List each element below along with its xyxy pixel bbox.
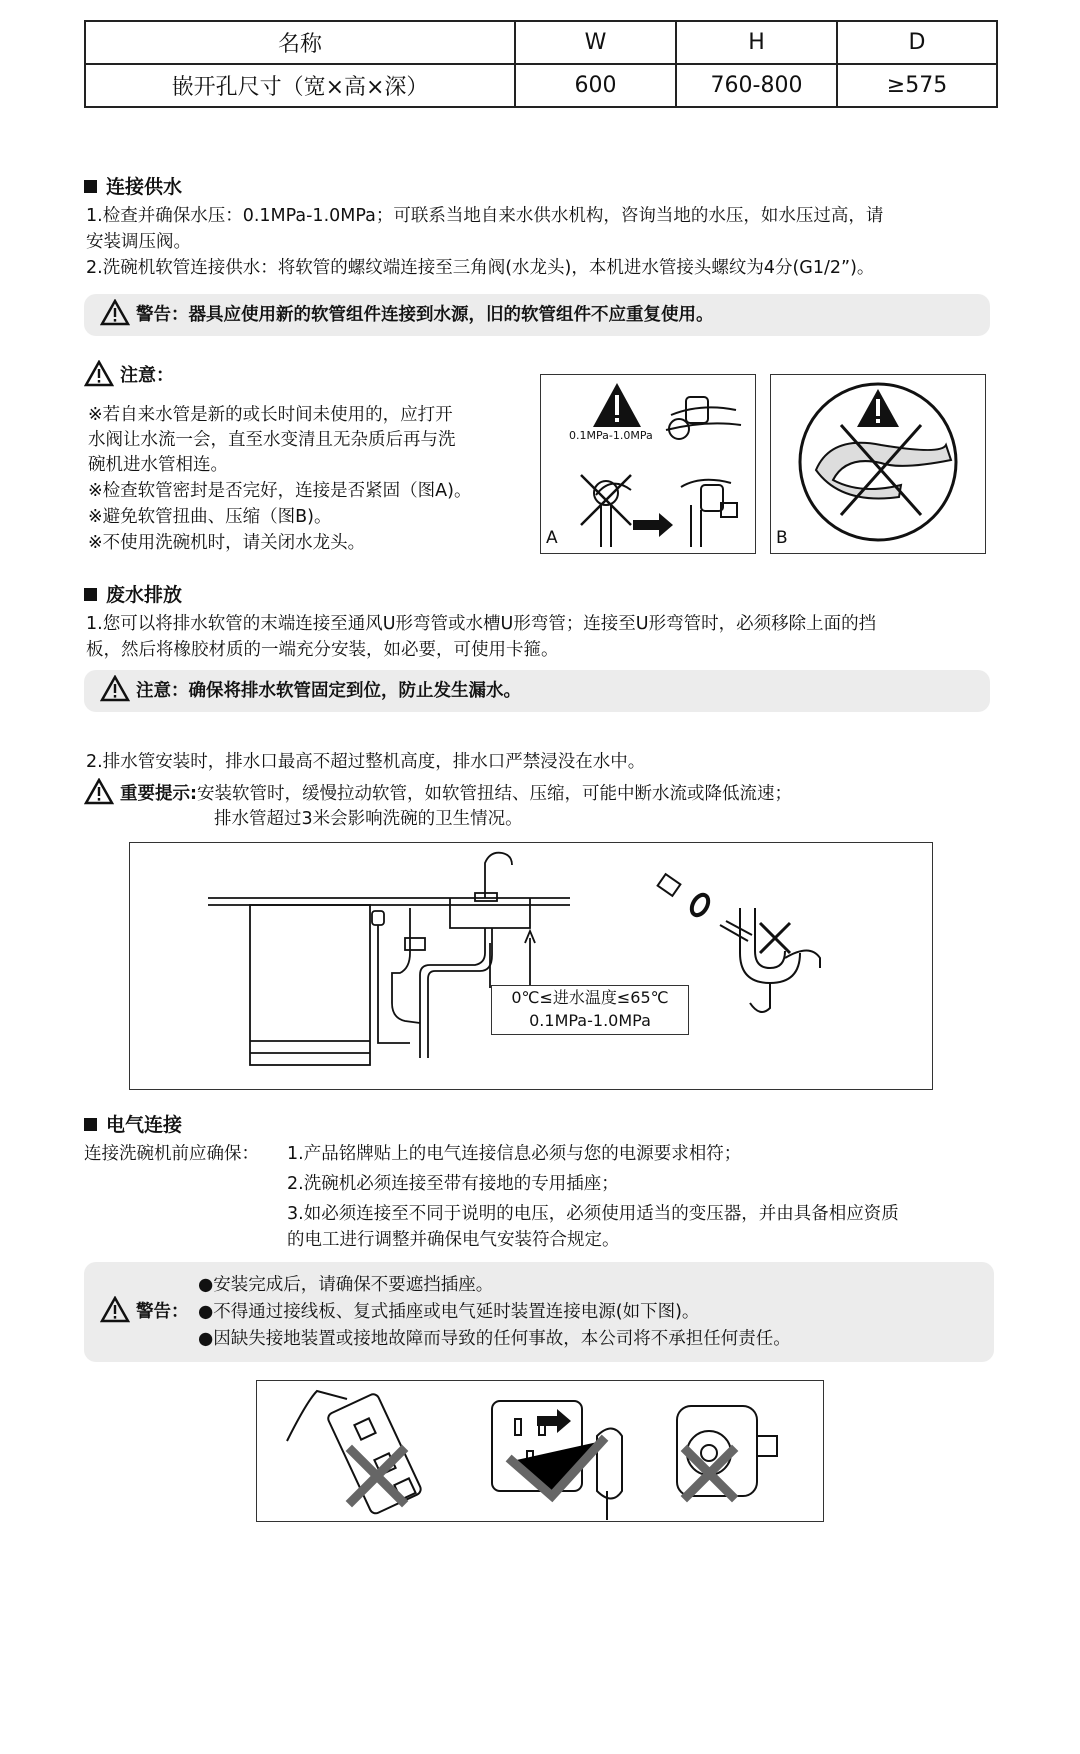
square-bullet-icon xyxy=(84,1118,97,1131)
square-bullet-icon xyxy=(84,588,97,601)
electrical-warning-box xyxy=(84,1262,994,1362)
table-header-row xyxy=(85,21,997,64)
water-supply-line-1: 1.检查并确保水压：0.1MPa-1.0MPa；可联系当地自来水供水机构，咨询当地的水压，如水压过高，请 xyxy=(86,206,884,226)
caution-line: ※不使用洗碗机时，请关闭水龙头。 xyxy=(88,533,366,553)
water-supply-line-1b: 安装调压阀。 xyxy=(86,232,191,252)
important-tip-line-1: 安装软管时，缓慢拉动软管，如软管扭结、压缩，可能中断水流或降低流速； xyxy=(197,784,792,804)
warning-triangle-icon xyxy=(84,778,114,805)
electrical-item: 2.洗碗机必须连接至带有接地的专用插座； xyxy=(287,1174,619,1194)
table-cell: 760-800 xyxy=(676,64,837,107)
electrical-item: 的电工进行调整并确保电气安装符合规定。 xyxy=(287,1230,620,1250)
warning-triangle-icon xyxy=(100,675,130,702)
table-header-cell: 名称 xyxy=(85,21,515,64)
table-header-cell: W xyxy=(515,21,676,64)
warning-bullet: ●不得通过接线板、复式插座或电气延时装置连接电源(如下图)。 xyxy=(198,1302,700,1322)
water-pressure-range: 0.1MPa-1.0MPa xyxy=(529,1011,651,1030)
section-heading-electrical: 电气连接 xyxy=(84,1110,182,1137)
no-kinked-hose-illustration xyxy=(771,375,984,552)
electrical-warning-label: 警告： xyxy=(136,1302,189,1322)
dimensions-table xyxy=(84,20,998,108)
square-bullet-icon xyxy=(84,180,97,193)
caution-line: ※若自来水管是新的或长时间未使用的，应打开 xyxy=(88,405,453,425)
warning-bullet: ●因缺失接地装置或接地故障而导致的任何事故，本公司将不承担任何责任。 xyxy=(198,1329,791,1349)
table-header-cell: H xyxy=(676,21,837,64)
caution-line: ※避免软管扭曲、压缩（图B)。 xyxy=(88,507,332,527)
figure-a-label: A xyxy=(546,528,558,548)
drain-caution-bar: 注意：确保将排水软管固定到位，防止发生漏水。 xyxy=(84,670,990,712)
important-tip-label: 重要提示: xyxy=(120,784,197,804)
caution-title: 注意： xyxy=(84,360,174,387)
drain-line-1b: 板，然后将橡胶材质的一端充分安装，如必要，可使用卡箍。 xyxy=(86,640,559,660)
warning-triangle-icon xyxy=(100,299,130,326)
section-heading-drain: 废水排放 xyxy=(84,580,182,607)
electrical-item: 3.如必须连接至不同于说明的电压，必须使用适当的变压器，并由具备相应资质 xyxy=(287,1204,899,1224)
socket-diagram xyxy=(256,1380,824,1522)
water-spec-box xyxy=(491,985,689,1035)
electrical-intro: 连接洗碗机前应确保： xyxy=(84,1144,259,1164)
table-row xyxy=(85,64,997,107)
water-supply-line-2: 2.洗碗机软管连接供水：将软管的螺纹端连接至三角阀(水龙头)，本机进水管接头螺纹为4分(G1/2”)。 xyxy=(86,258,875,278)
drain-installation-diagram xyxy=(129,842,933,1090)
electrical-warning-bullets xyxy=(198,1272,791,1353)
table-cell: ≥575 xyxy=(837,64,997,107)
electrical-warning-label-wrap xyxy=(100,1296,189,1323)
caution-line: ※检查软管密封是否完好，连接是否紧固（图A)。 xyxy=(88,481,472,501)
electrical-item: 1.产品铭牌贴上的电气连接信息必须与您的电源要求相符； xyxy=(287,1144,742,1164)
drain-line-1: 1.您可以将排水软管的末端连接至通风U形弯管或水槽U形弯管；连接至U形弯管时，必须移除上面的挡 xyxy=(86,614,877,634)
warning-triangle-icon xyxy=(100,1296,130,1323)
table-cell: 600 xyxy=(515,64,676,107)
warning-triangle-icon xyxy=(84,360,114,387)
prohibited-power-connections-illustration xyxy=(257,1381,822,1520)
figure-a-pressure-label: 0.1MPa-1.0MPa xyxy=(569,429,653,442)
drain-important-tip xyxy=(84,778,792,807)
table-cell: 嵌开孔尺寸（宽×高×深） xyxy=(85,64,515,107)
sink-dishwasher-illustration xyxy=(130,843,931,1088)
water-temperature-range: 0℃≤进水温度≤65℃ xyxy=(511,988,669,1007)
important-tip-line-2: 排水管超过3米会影响洗碗的卫生情况。 xyxy=(214,809,523,829)
section-heading-water-supply: 连接供水 xyxy=(84,172,182,199)
water-supply-warning-bar: 警告：器具应使用新的软管组件连接到水源，旧的软管组件不应重复使用。 xyxy=(84,294,990,336)
figure-b-label: B xyxy=(776,528,788,548)
caution-line: 水阀让水流一会，直至水变清且无杂质后再与洗 xyxy=(88,430,456,450)
figure-a xyxy=(540,374,756,554)
caution-line: 碗机进水管相连。 xyxy=(88,455,228,475)
table-header-cell: D xyxy=(837,21,997,64)
warning-bullet: ●安装完成后，请确保不要遮挡插座。 xyxy=(198,1275,494,1295)
figure-b xyxy=(770,374,986,554)
hose-connection-illustration xyxy=(541,375,754,552)
drain-line-2: 2.排水管安装时，排水口最高不超过整机高度，排水口严禁浸没在水中。 xyxy=(86,752,646,772)
